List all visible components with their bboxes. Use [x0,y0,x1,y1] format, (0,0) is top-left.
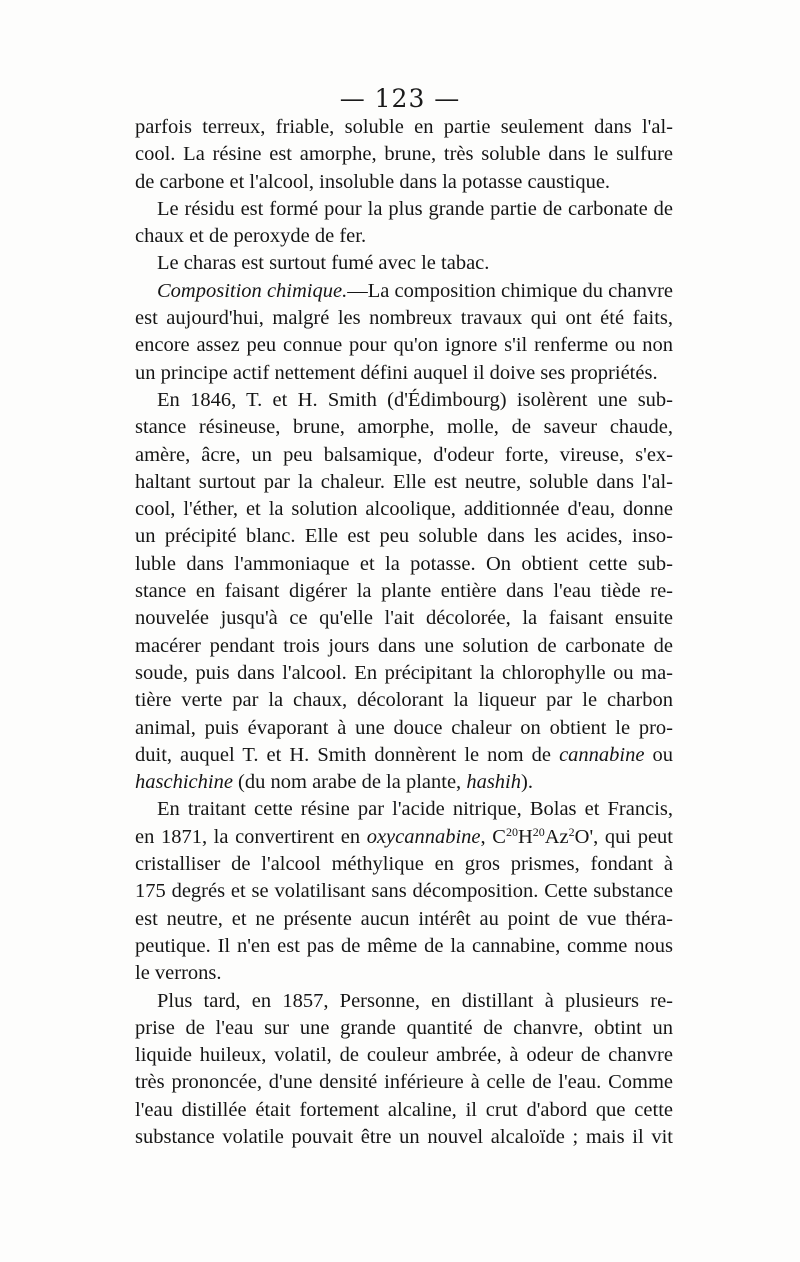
text-line [135,469,673,496]
text-line [135,1042,673,1069]
text-run: 175 degrés et se volatilisant sans décomposition. Cette substance [135,880,673,903]
text-line [135,824,673,851]
text-line [135,196,673,223]
text-line [135,769,673,796]
text-line [135,1124,673,1151]
text-run: Le résidu est formé pour la plus grande partie de carbonate de [157,197,673,220]
text-run: Plus tard, en 1857, Personne, en distillant à plusieurs re- [157,989,673,1012]
text-run: macérer pendant trois jours dans une solution de carbonate de [135,634,673,657]
text-line [135,332,673,359]
text-run: est aujourd'hui, malgré les nombreux travaux qui ont été faits, [135,307,673,330]
text-line [135,1015,673,1042]
text-line [135,660,673,687]
text-run: haltant surtout par la chaleur. Elle est neutre, soluble dans l'al- [135,470,673,493]
text-line [135,496,673,523]
text-line [135,578,673,605]
text-line [135,851,673,878]
text-run: encore assez peu connue pour qu'on ignore s'il renferme ou non [135,334,673,357]
text-line [135,960,673,987]
page-number: — 123 — [339,84,461,113]
text-run: amère, âcre, un peu balsamique, d'odeur forte, vireuse, s'ex- [135,443,673,466]
superscript: 20 [532,824,545,839]
text-line [135,169,673,196]
text-line [135,742,673,769]
text-run: animal, puis évaporant à une douce chaleur on obtient le pro- [135,716,673,739]
text-run: peutique. Il n'en est pas de même de la cannabine, comme nous [135,934,673,957]
text-line [135,551,673,578]
text-run: prise de l'eau sur une grande quantité de chanvre, obtint un [135,1016,673,1039]
text-run: —La composition chimique du chanvre [347,279,673,302]
text-run: , C [480,825,506,848]
text-run: le verrons. [135,962,222,985]
text-run: Le charas est surtout fumé avec le tabac. [157,252,490,275]
text-run: est neutre, et ne présente aucun intérêt au point de vue théra- [135,907,673,930]
text-line [135,360,673,387]
text-run: cool. La résine est amorphe, brune, très soluble dans le sulfure [135,143,673,166]
text-run: En 1846, T. et H. Smith (d'Édimbourg) isolèrent une sub- [157,388,673,411]
text-line [135,906,673,933]
text-run: de carbone et l'alcool, insoluble dans la potasse caustique. [135,170,611,193]
text-line [135,715,673,742]
text-line [135,223,673,250]
text-run: l'eau distillée était fortement alcaline, il crut d'abord que cette [135,1098,673,1121]
text-line [135,278,673,305]
text-run: ou [644,743,673,766]
text-run: , qui peut [593,825,673,848]
text-line [135,878,673,905]
text-line [135,523,673,550]
superscript: 2 [568,824,575,839]
text-run: (du nom arabe de la plante, [232,771,467,794]
text-run: H [517,825,533,848]
italic-text: haschichine [135,771,233,794]
text-run: très prononcée, d'une densité inférieure à celle de l'eau. Comme [135,1071,673,1094]
body-text [135,114,673,1151]
text-line [135,796,673,823]
italic-text: oxycannabine [366,825,481,848]
text-line [135,988,673,1015]
text-run: stance en faisant digérer la plante entière dans l'eau tiède re- [135,580,673,603]
text-run: tière verte par la chaux, décolorant la liqueur par le charbon [135,689,673,712]
text-run: luble dans l'ammoniaque et la potasse. On obtient cette sub- [135,552,673,575]
italic-text: hashih [466,771,521,794]
text-line [135,414,673,441]
text-run: substance volatile pouvait être un nouvel alcaloïde ; mais il vit [135,1125,673,1148]
text-run: ). [521,771,533,794]
text-run: parfois terreux, friable, soluble en partie seulement dans l'al- [135,116,673,138]
text-run: liquide huileux, volatil, de couleur ambrée, à odeur de chanvre [135,1044,673,1067]
text-run: stance résineuse, brune, amorphe, molle, de saveur chaude, [135,416,673,439]
text-run: O' [574,825,594,848]
text-line [135,933,673,960]
text-line [135,633,673,660]
text-run: duit, auquel T. et H. Smith donnèrent le nom de [135,743,560,766]
text-run: nouvelée jusqu'à ce qu'elle l'ait décolorée, la faisant ensuite [135,607,673,630]
superscript: 20 [505,824,518,839]
text-run: cristalliser de l'alcool méthylique en gros prismes, fondant à [135,853,673,876]
text-run: un principe actif nettement défini auquel il doive ses propriétés. [135,361,658,384]
text-line [135,687,673,714]
text-line [135,1097,673,1124]
text-run: soude, puis dans l'alcool. En précipitant la chlorophylle ou ma- [135,661,673,684]
text-line [135,605,673,632]
text-line [135,305,673,332]
text-line [135,114,673,141]
text-run: chaux et de peroxyde de fer. [135,225,367,248]
text-line [135,250,673,277]
text-run: un précipité blanc. Elle est peu soluble dans les acides, inso- [135,525,673,548]
italic-text: Composition chimique. [157,279,348,302]
text-line [135,1069,673,1096]
text-run: Az [544,825,569,848]
text-line [135,387,673,414]
italic-text: cannabine [559,743,645,766]
text-line [135,442,673,469]
text-run: En traitant cette résine par l'acide nitrique, Bolas et Francis, [157,798,673,821]
text-run: en 1871, la convertirent en [135,825,367,848]
text-run: cool, l'éther, et la solution alcoolique, additionnée d'eau, donne [135,498,673,521]
text-line [135,141,673,168]
